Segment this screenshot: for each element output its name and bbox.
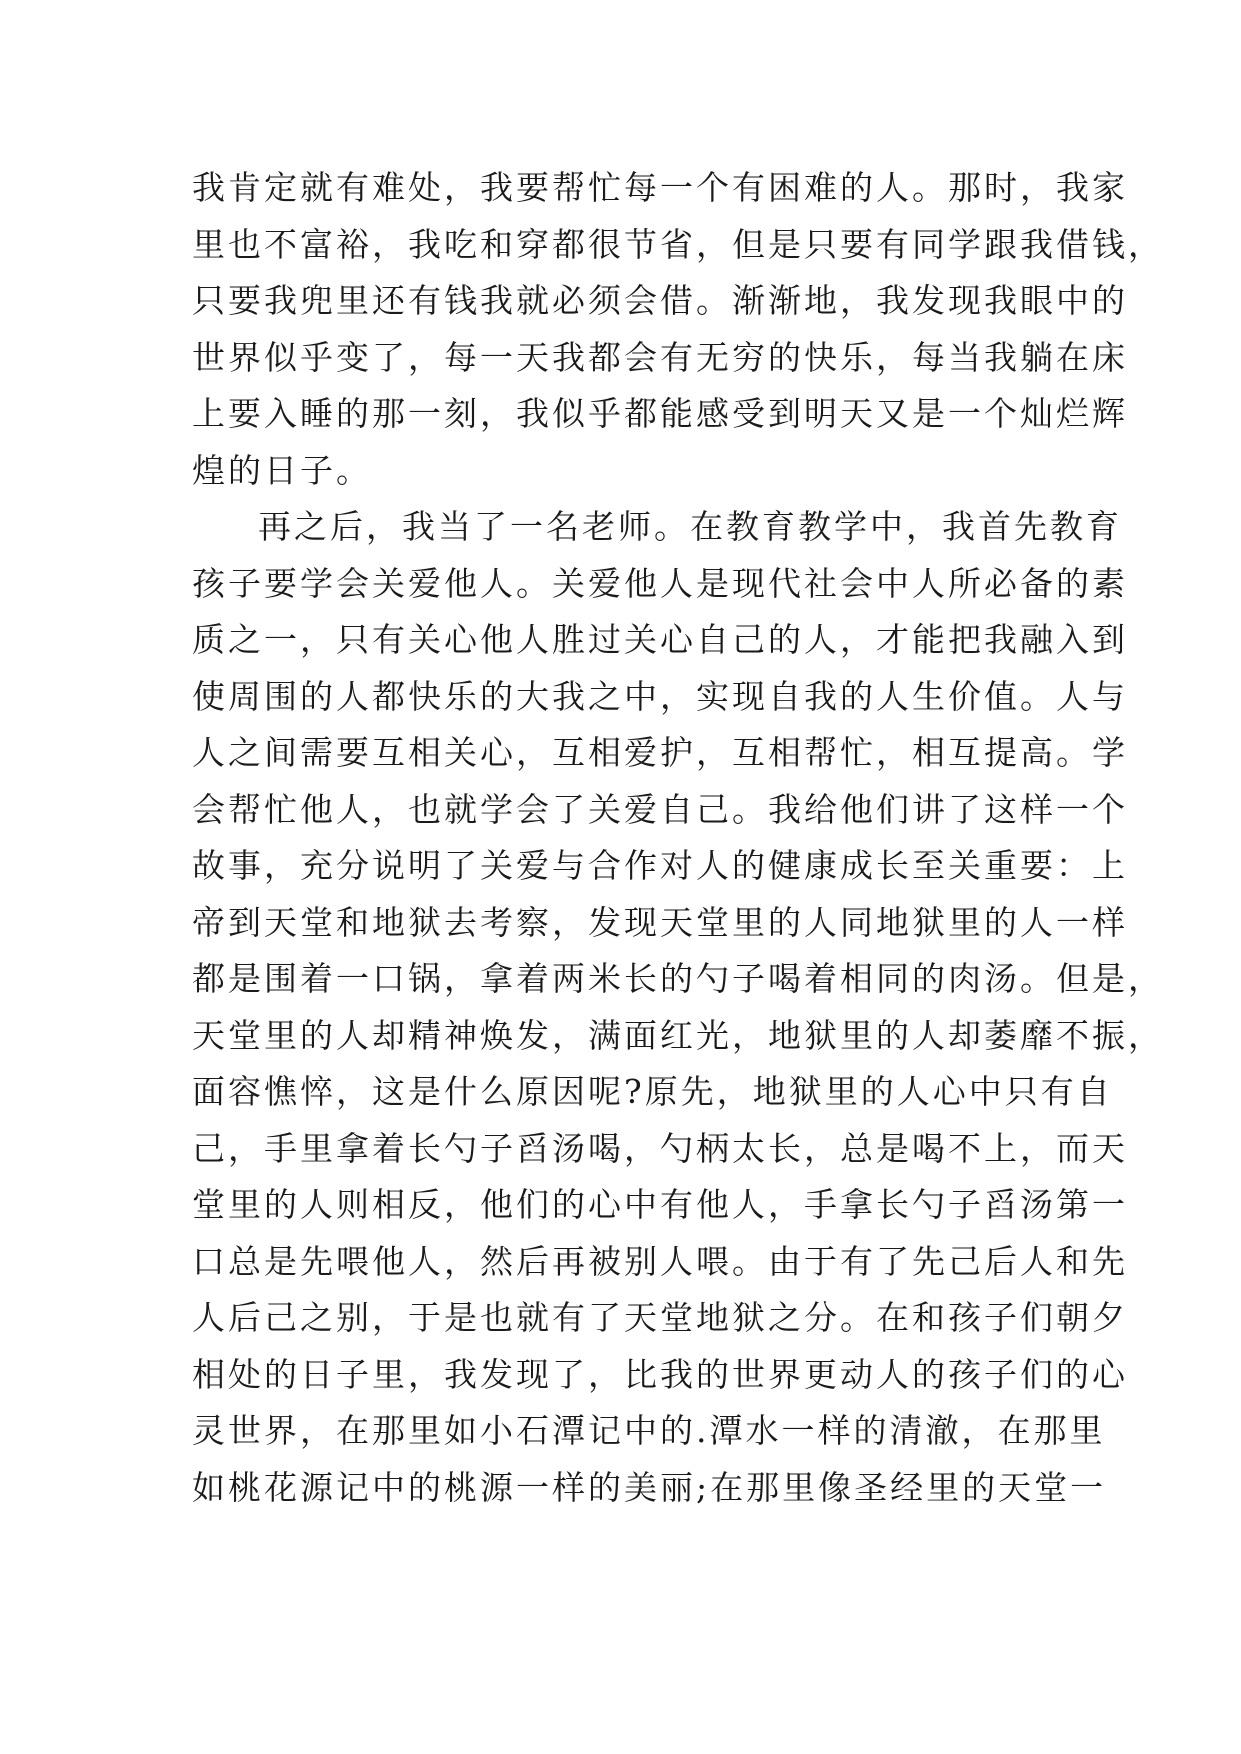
body-text <box>192 160 1164 1516</box>
text-line: 人后己之别，于是也就有了天堂地狱之分。在和孩子们朝夕 <box>192 1298 1128 1337</box>
text-line: 质之一，只有关心他人胜过关心自己的人，才能把我融入到 <box>192 620 1128 659</box>
text-line: 都是围着一口锅，拿着两米长的勺子喝着相同的肉汤。但是， <box>192 959 1164 998</box>
text-line: 会帮忙他人，也就学会了关爱自己。我给他们讲了这样一个 <box>192 789 1128 829</box>
text-line: 口总是先喂他人，然后再被别人喂。由于有了先己后人和先 <box>192 1241 1128 1281</box>
text-line: 帝到天堂和地狱去考察，发现天堂里的人同地狱里的人一样 <box>192 902 1128 942</box>
text-line: 堂里的人则相反，他们的心中有他人，手拿长勺子舀汤第一 <box>192 1185 1128 1224</box>
text-line: 如桃花源记中的桃源一样的美丽;在那里像圣经里的天堂一 <box>192 1467 1107 1507</box>
text-line: 世界似乎变了，每一天我都会有无穷的快乐，每当我躺在床 <box>192 337 1128 377</box>
text-line: 只要我兜里还有钱我就必须会借。渐渐地，我发现我眼中的 <box>192 281 1128 320</box>
text-line: 灵世界，在那里如小石潭记中的.潭水一样的清澈，在那里 <box>192 1411 1106 1450</box>
text-line: 天堂里的人却精神焕发，满面红光，地狱里的人却萎靡不振， <box>192 1015 1164 1055</box>
text-line: 相处的日子里，我发现了，比我的世界更动人的孩子们的心 <box>192 1354 1128 1394</box>
text-line: 孩子要学会关爱他人。关爱他人是现代社会中人所必备的素 <box>192 563 1128 603</box>
text-line: 使周围的人都快乐的大我之中，实现自我的人生价值。人与 <box>192 676 1128 716</box>
text-line: 人之间需要互相关心，互相爱护，互相帮忙，相互提高。学 <box>192 733 1128 772</box>
text-line: 故事，充分说明了关爱与合作对人的健康成长至关重要：上 <box>192 846 1128 885</box>
text-line: 己，手里拿着长勺子舀汤喝，勺柄太长，总是喝不上，而天 <box>192 1128 1128 1168</box>
text-line: 里也不富裕，我吃和穿都很节省，但是只要有同学跟我借钱， <box>192 224 1164 264</box>
text-line: 煌的日子。 <box>192 450 372 490</box>
text-line: 上要入睡的那一刻，我似乎都能感受到明天又是一个灿烂辉 <box>192 394 1128 433</box>
paragraph-1 <box>192 160 1164 499</box>
text-line: 面容憔悴，这是什么原因呢?原先，地狱里的人心中只有自 <box>192 1072 1113 1111</box>
text-line: 我肯定就有难处，我要帮忙每一个有困难的人。那时，我家 <box>192 168 1128 207</box>
paragraph-2 <box>192 499 1164 1516</box>
text-line: 再之后，我当了一名老师。在教育教学中，我首先教育 <box>258 507 1122 546</box>
